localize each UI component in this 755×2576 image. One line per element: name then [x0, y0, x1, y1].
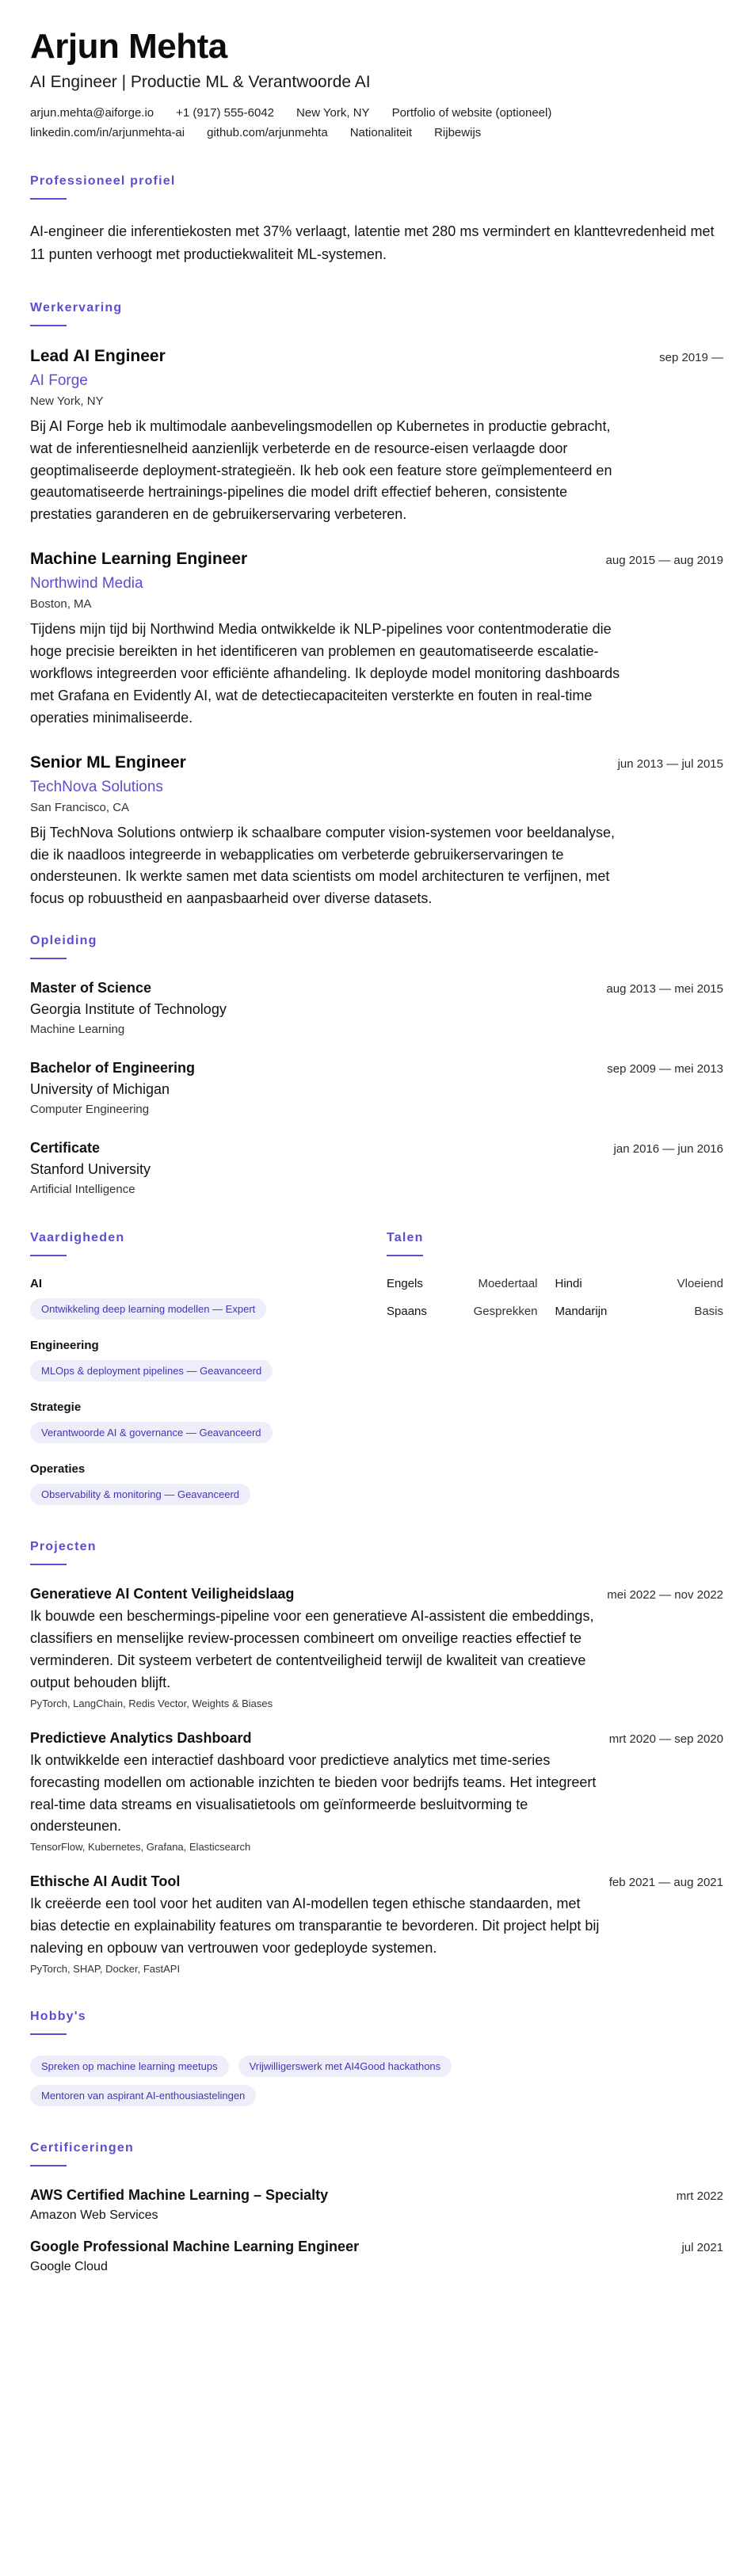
profile-summary: AI-engineer die inferentiekosten met 37% verlaagt, latentie met 280 ms vermindert en klanttevredenheid met 11 punten verhoogt met productiekwaliteit ML-systemen.: [30, 223, 715, 262]
resume-header: [30, 29, 723, 139]
section-title-skills: Vaardigheden: [30, 1231, 125, 1245]
contact-drivers-license: Rijbewijs: [434, 126, 482, 140]
skills-languages-row: [30, 1231, 723, 1505]
hobby-pill: Mentoren van aspirant AI-enthousiastelingen: [30, 2085, 256, 2106]
contact-list: [30, 106, 680, 139]
language-name: Engels: [387, 1277, 423, 1291]
job-description: Bij TechNova Solutions ontwierp ik schaalbare computer vision-systemen voor beeldanalyse, die ik naadloos integreerde in webapplicaties om verbeterde gebruikerservaringen te ondersteunen. Ik werkte samen met data scientists om model architecturen te verfijnen, met focus op robuustheid en aanpasbaarheid over diverse datasets.: [30, 824, 616, 907]
education-dates: aug 2013 — mei 2015: [606, 982, 723, 996]
skill-category: AI: [30, 1277, 42, 1291]
project-tech-stack: PyTorch, LangChain, Redis Vector, Weights & Biases: [30, 1697, 273, 1709]
job-description: Tijdens mijn tijd bij Northwind Media ontwikkelde ik NLP-pipelines voor contentmoderatie die hoge precisie bereikten in het identificeren van problemen en geautomatiseerde escalatie-workflows integreerden voor efficiënte afhandeling. Ik deployde model monitoring dashboards met Grafana en Evidently AI, wat de detectiecapaciteiten versterkte en fouten in real-time operaties minimaliseerde.: [30, 621, 620, 726]
contact-github[interactable]: github.com/arjunmehta: [207, 126, 328, 140]
section-title-experience: Werkervaring: [30, 300, 123, 314]
language-name: Spaans: [387, 1305, 427, 1319]
section-divider: [30, 2165, 67, 2166]
candidate-headline: AI Engineer | Productie ML & Verantwoorde AI: [30, 73, 371, 92]
certification-issuer: Amazon Web Services: [30, 2208, 158, 2223]
job-location: New York, NY: [30, 394, 104, 408]
experience-entry: [30, 550, 723, 729]
education-entry: [30, 980, 723, 1036]
school-name: Stanford University: [30, 1161, 151, 1178]
candidate-name: Arjun Mehta: [30, 27, 227, 66]
language-name: Hindi: [555, 1277, 582, 1291]
company-name: TechNova Solutions: [30, 778, 163, 795]
section-divider: [30, 2033, 67, 2035]
job-title: Senior ML Engineer: [30, 753, 186, 772]
projects-section: [30, 1540, 723, 1975]
skill-group: [30, 1462, 387, 1505]
certification-date: mrt 2022: [676, 2189, 723, 2204]
school-name: University of Michigan: [30, 1081, 170, 1098]
education-entry: [30, 1140, 723, 1196]
section-divider: [30, 1255, 67, 1256]
education-section: [30, 934, 723, 1196]
language-level: Basis: [694, 1305, 723, 1319]
section-divider: [30, 198, 67, 200]
language-level: Moedertaal: [478, 1277, 538, 1291]
education-dates: jan 2016 — jun 2016: [613, 1142, 723, 1157]
education-dates: sep 2009 — mei 2013: [607, 1062, 723, 1077]
hobby-list: [30, 2056, 585, 2106]
job-dates: sep 2019 —: [659, 350, 723, 364]
experience-entry: [30, 753, 723, 911]
section-title-languages: Talen: [387, 1231, 424, 1245]
job-dates: aug 2015 — aug 2019: [605, 554, 723, 568]
job-dates: jun 2013 — jul 2015: [617, 756, 723, 771]
section-divider: [30, 325, 67, 326]
project-entry: [30, 1730, 723, 1854]
project-description: Ik creëerde een tool voor het auditen van AI-modellen tegen ethische standaarden, met bias detectie en explainability features om transparantie te bevorderen. Dit project helpt bij naleving en opbouw van vertrouwen voor gedeployde systemen.: [30, 1896, 600, 1957]
hobby-pill: Vrijwilligerswerk met AI4Good hackathons: [238, 2056, 452, 2077]
certification-date: jul 2021: [681, 2241, 723, 2255]
skill-group: [30, 1277, 387, 1320]
skill-pill: Ontwikkeling deep learning modellen — Expert: [30, 1298, 266, 1320]
project-title: Generatieve AI Content Veiligheidslaag: [30, 1586, 295, 1602]
education-entry: [30, 1060, 723, 1116]
contact-phone[interactable]: +1 (917) 555-6042: [176, 106, 275, 120]
section-title-projects: Projecten: [30, 1540, 97, 1554]
section-divider: [30, 958, 67, 959]
project-dates: mei 2022 — nov 2022: [607, 1588, 723, 1602]
language-name: Mandarijn: [555, 1305, 608, 1319]
skill-group: [30, 1400, 387, 1443]
section-divider: [387, 1255, 423, 1256]
languages-grid: [387, 1277, 723, 1318]
project-description: Ik bouwde een beschermings-pipeline voor een generatieve AI-assistent die embeddings, classifiers en menselijke review-processen combineert om onveilige reacties effectief te verminderen. Dit systeem verbetert de contentveiligheid terwijl de kwaliteit van creatieve output behouden blijft.: [30, 1608, 594, 1690]
company-name: AI Forge: [30, 372, 88, 389]
project-tech-stack: TensorFlow, Kubernetes, Grafana, Elasticsearch: [30, 1841, 251, 1854]
section-title-hobbies: Hobby's: [30, 2010, 86, 2024]
experience-entry: [30, 347, 723, 526]
project-title: Predictieve Analytics Dashboard: [30, 1729, 252, 1746]
language-level: Gesprekken: [473, 1305, 538, 1319]
job-location: San Francisco, CA: [30, 800, 130, 814]
certification-name: AWS Certified Machine Learning – Specialty: [30, 2187, 329, 2204]
contact-location: New York, NY: [296, 106, 370, 120]
degree-name: Certificate: [30, 1140, 101, 1157]
project-description: Ik ontwikkelde een interactief dashboard voor predictieve analytics met time-series forecasting modellen om actionable inzichten te bieden voor bedrijfs teams. Het integreert real-time data streams en visualisatietools om geïnformeerde besluitvorming te ondersteunen.: [30, 1751, 597, 1835]
skill-pill: Verantwoorde AI & governance — Geavanceerd: [30, 1422, 273, 1443]
contact-portfolio[interactable]: Portfolio of website (optioneel): [391, 106, 552, 120]
languages-section: [387, 1231, 723, 1505]
study-field: Artificial Intelligence: [30, 1183, 135, 1197]
degree-name: Master of Science: [30, 980, 152, 996]
skill-category: Strategie: [30, 1400, 82, 1415]
project-entry: [30, 1873, 723, 1975]
study-field: Computer Engineering: [30, 1103, 150, 1117]
school-name: Georgia Institute of Technology: [30, 1001, 227, 1018]
contact-linkedin[interactable]: linkedin.com/in/arjunmehta-ai: [30, 126, 185, 140]
section-divider: [30, 1564, 67, 1565]
profile-section: [30, 174, 723, 266]
project-entry: [30, 1586, 723, 1709]
job-title: Lead AI Engineer: [30, 346, 166, 365]
job-title: Machine Learning Engineer: [30, 550, 248, 569]
study-field: Machine Learning: [30, 1023, 125, 1037]
section-title-education: Opleiding: [30, 934, 97, 948]
project-dates: feb 2021 — aug 2021: [608, 1876, 723, 1890]
hobbies-section: [30, 2010, 723, 2106]
contact-email[interactable]: arjun.mehta@aiforge.io: [30, 106, 154, 120]
certification-issuer: Google Cloud: [30, 2260, 108, 2274]
contact-nationality: Nationaliteit: [349, 126, 413, 140]
language-level: Vloeiend: [677, 1277, 723, 1291]
experience-section: [30, 301, 723, 910]
skill-category: Engineering: [30, 1339, 99, 1353]
skill-pill: MLOps & deployment pipelines — Geavanceerd: [30, 1360, 273, 1381]
project-tech-stack: PyTorch, SHAP, Docker, FastAPI: [30, 1963, 181, 1976]
certification-entry: [30, 2239, 723, 2274]
skill-category: Operaties: [30, 1462, 86, 1477]
job-location: Boston, MA: [30, 597, 92, 612]
hobby-pill: Spreken op machine learning meetups: [30, 2056, 229, 2077]
skills-section: [30, 1231, 387, 1505]
certifications-section: [30, 2141, 723, 2274]
job-description: Bij AI Forge heb ik multimodale aanbevelingsmodellen op Kubernetes in productie gebracht, wat de inferentiesnelheid aanzienlijk verbeterde en de resource-eisen verlaagde door geoptimaliseerde deployment-strategieën. Ik heb ook een feature store geïmplementeerd en geautomatiseerde hertrainings-pipelines die model drift effectief beheren, consistente prestaties garanderen en de gebruikerservaring verbeteren.: [30, 417, 612, 523]
project-dates: mrt 2020 — sep 2020: [608, 1732, 723, 1746]
certification-entry: [30, 2187, 723, 2223]
project-title: Ethische AI Audit Tool: [30, 1873, 181, 1890]
section-title-certifications: Certificeringen: [30, 2141, 134, 2155]
skill-pill: Observability & monitoring — Geavanceerd: [30, 1484, 250, 1505]
section-title-profile: Professioneel profiel: [30, 174, 176, 189]
degree-name: Bachelor of Engineering: [30, 1060, 196, 1077]
certification-name: Google Professional Machine Learning Engineer: [30, 2239, 360, 2255]
skill-group: [30, 1339, 387, 1381]
company-name: Northwind Media: [30, 575, 143, 593]
